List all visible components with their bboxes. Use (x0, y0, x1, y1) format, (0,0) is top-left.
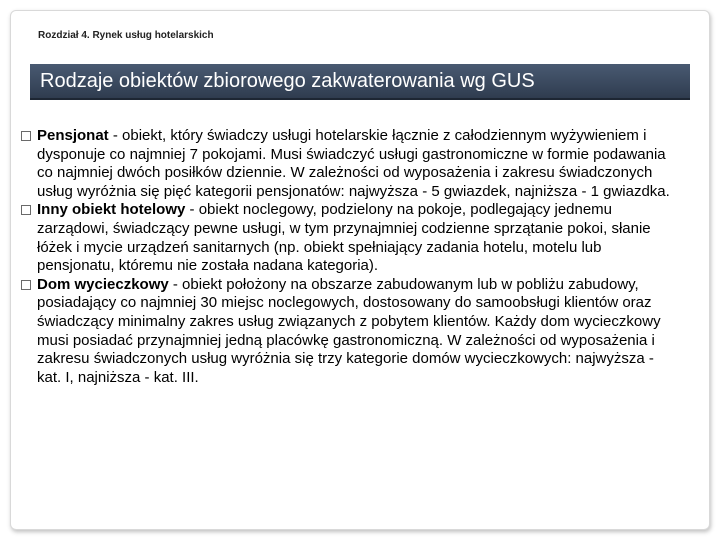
list-item-inny-obiekt-hotelowy (20, 201, 675, 275)
definition-text: - obiekt położony na obszarze zabudowanym lub w pobliżu zabudowy, posiadający co najmniej 30 miejsc noclegowych, dostosowany do samoobsługi klientów oraz świadczący minimalny zakres usług związanych z pobytem klientów. Każdy dom wycieczkowy musi posiadać przynajmniej jedną placówkę gastronomiczną. W zależności od wyposażenia i zakresu świadczonych usług wyróżnia się trzy kategorie domów wycieczkowych: najwyższa - kat. I, najniższa - kat. III. (37, 275, 661, 386)
list-item-pensjonat (20, 127, 675, 201)
definition-text: - obiekt, który świadczy usługi hotelarskie łącznie z całodziennym wyżywieniem i dysponuje co najmniej 7 pokojami. Musi świadczyć usługi gastronomiczne w formie podawania co najmniej dwóch posiłków dziennie. W zależności od wyposażenia i zakresu świadczonych usług wyróżnia się pięć kategorii pensjonatów: najwyższa - 5 gwiazdek, najniższa - 1 gwiazdka. (37, 127, 670, 200)
title-bar (30, 64, 690, 100)
chapter-header: Rozdział 4. Rynek usług hotelarskich (38, 30, 214, 41)
bullet-list (20, 127, 675, 387)
square-bullet-icon (21, 205, 31, 215)
term-label: Inny obiekt hotelowy (37, 201, 186, 219)
term-label: Pensjonat (37, 127, 109, 144)
square-bullet-icon (21, 280, 31, 290)
term-label: Dom wycieczkowy (37, 275, 169, 293)
definition-text: - obiekt noclegowy, podzielony na pokoje, podlegający jednemu zarządowi, świadczący pewne usługi, w tym przynajmniej codzienne sprzątanie pokoi, słanie łóżek i mycie urządzeń sanitarnych (np. obiekt spełniający zadania hotelu, motelu lub pensjonatu, któremu nie została nadana kategoria). (37, 201, 651, 275)
slide-title: Rodzaje obiektów zbiorowego zakwaterowania wg GUS (40, 70, 535, 92)
square-bullet-icon (21, 131, 31, 141)
list-item-dom-wycieczkowy (20, 276, 675, 388)
